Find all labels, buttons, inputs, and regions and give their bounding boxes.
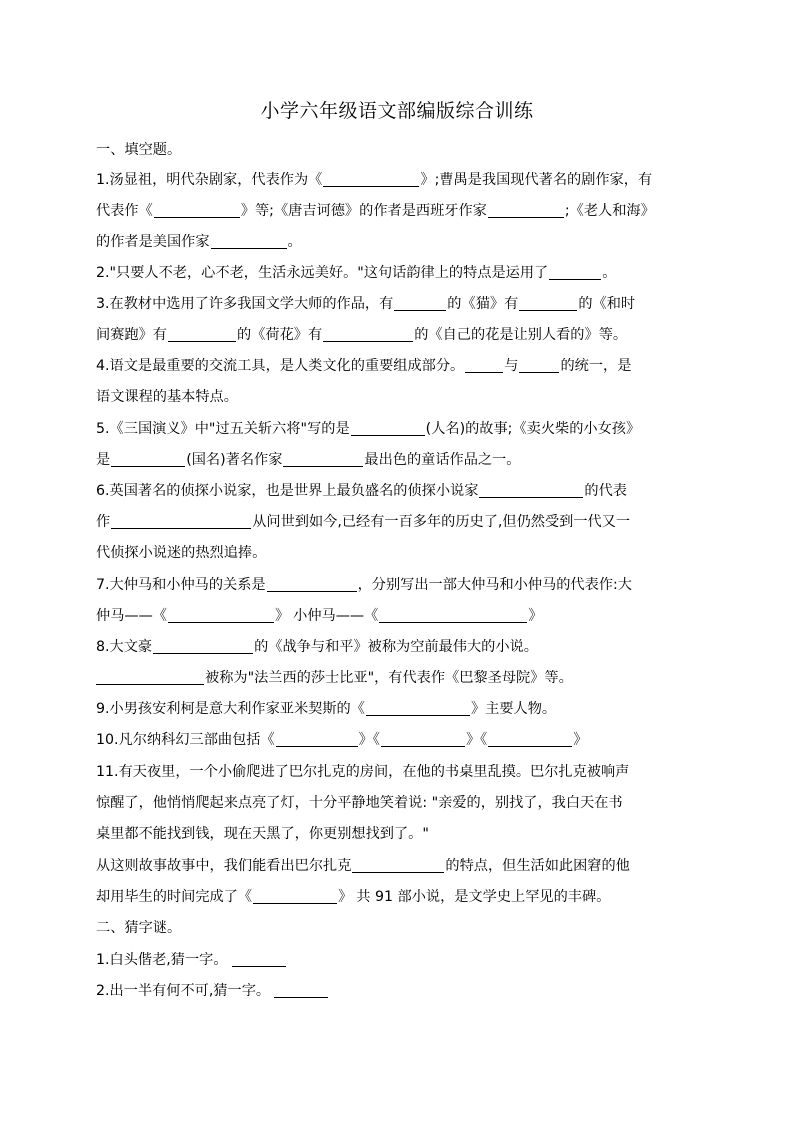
answer-blank[interactable] <box>274 982 328 998</box>
question-7-line-2: 仲马——《 》 小仲马——《 》 <box>96 608 543 624</box>
question-8-line-2: 被称为"法兰西的莎士比亚"，有代表作《巴黎圣母院》等。 <box>96 667 706 689</box>
question-6-line-2: 作 从问世到如今,已经有一百多年的历史了,但仍然受到一代又一 <box>96 514 631 530</box>
answer-blank[interactable] <box>276 731 358 747</box>
question-10: 10.凡尔纳科幻三部曲包括《 》《 》《 》 <box>96 732 588 748</box>
answer-blank[interactable] <box>232 951 286 967</box>
question-8-line-1: 8.大文豪 的《战争与和平》被称为空前最伟大的小说。 <box>96 639 538 655</box>
answer-blank[interactable] <box>488 202 564 218</box>
question-11-line-5: 却用毕生的时间完成了《 》 共 91 部小说，是文学史上罕见的丰碑。 <box>96 889 611 905</box>
answer-blank[interactable] <box>168 326 236 342</box>
answer-blank[interactable] <box>253 888 337 904</box>
question-3-line-1: 3.在教材中选用了许多我国文学大师的作品，有 的《猫》有 的《和时 <box>96 296 636 312</box>
answer-blank[interactable] <box>154 202 240 218</box>
question-3-line-2: 间赛跑》有 的《荷花》有 的《自己的花是让别人看的》等。 <box>96 327 628 343</box>
question-4-line-1: 4.语文是最重要的交流工具，是人类文化的重要组成部分。 与 的统一，是 <box>96 358 632 374</box>
answer-blank[interactable] <box>549 264 601 280</box>
answer-blank[interactable] <box>465 357 503 373</box>
question-5-line-1: 5.《三国演义》中"过五关斩六将"写的是 (人名)的故事;《卖火柴的小女孩》 <box>96 421 641 437</box>
question-11-line-2: 惊醒了，他悄悄爬起来点亮了灯，十分平静地笑着说: "亲爱的，别找了，我白天在书 <box>96 795 623 811</box>
question-6-line-3: 代侦探小说迷的热烈追捧。 <box>96 545 267 561</box>
question-2: 2."只要人不老，心不老，生活永远美好。"这句话韵律上的特点是运用了 。 <box>96 265 617 281</box>
question-9: 9.小男孩安利柯是意大利作家亚米契斯的《 》主要人物。 <box>96 701 557 717</box>
answer-blank[interactable] <box>519 295 577 311</box>
answer-blank[interactable] <box>211 233 287 249</box>
riddle-1: 1.白头偕老,猜一字。 <box>96 949 706 971</box>
question-11-line-4: 从这则故事故事中，我们能看出巴尔扎克 的特点，但生活如此困窘的他 <box>96 858 630 874</box>
question-7-line-1: 7.大仲马和小仲马的关系是 ，分别写出一部大仲马和小仲马的代表作:大 <box>96 577 632 593</box>
answer-blank[interactable] <box>323 171 419 187</box>
answer-blank[interactable] <box>366 700 470 716</box>
answer-blank[interactable] <box>394 295 446 311</box>
answer-blank[interactable] <box>488 731 572 747</box>
answer-blank[interactable] <box>267 576 357 592</box>
question-1-line-3: 的作者是美国作家 。 <box>96 234 302 250</box>
question-6-line-1: 6.英国著名的侦探小说家，也是世界上最负盛名的侦探小说家 的代表 <box>96 483 627 499</box>
section1-heading: 一、填空题。 <box>96 142 182 158</box>
answer-blank[interactable] <box>283 451 363 467</box>
answer-blank[interactable] <box>519 357 559 373</box>
question-4-line-2: 语文课程的基本特点。 <box>96 389 238 405</box>
question-1-line-1: 1.汤显祖，明代杂剧家，代表作为《 》;曹禺是我国现代著名的剧作家，有 <box>96 172 653 188</box>
answer-blank[interactable] <box>96 669 204 685</box>
answer-blank[interactable] <box>479 482 583 498</box>
answer-blank[interactable] <box>168 607 274 623</box>
answer-blank[interactable] <box>111 513 251 529</box>
question-1-line-2: 代表作《 》等;《唐吉诃德》的作者是西班牙作家 ;《老人和海》 <box>96 203 655 219</box>
answer-blank[interactable] <box>111 451 185 467</box>
answer-blank[interactable] <box>352 857 444 873</box>
page-title: 小学六年级语文部编版综合训练 <box>260 100 534 122</box>
riddle-2: 2.出一半有何不可,猜一字。 <box>96 980 706 1002</box>
question-5-line-2: 是 (国名)著名作家 最出色的童话作品之一。 <box>96 452 521 468</box>
answer-blank[interactable] <box>381 731 465 747</box>
answer-blank[interactable] <box>153 638 253 654</box>
section2-heading: 二、猜字谜。 <box>96 920 182 936</box>
question-11-line-1: 11.有天夜里，一个小偷爬进了巴尔扎克的房间，在他的书桌里乱摸。巴尔扎克被响声 <box>96 764 630 780</box>
answer-blank[interactable] <box>323 326 413 342</box>
answer-blank[interactable] <box>351 420 425 436</box>
answer-blank[interactable] <box>379 607 527 623</box>
question-11-line-3: 桌里都不能找到钱，现在天黑了，你更别想找到了。" <box>96 826 429 842</box>
